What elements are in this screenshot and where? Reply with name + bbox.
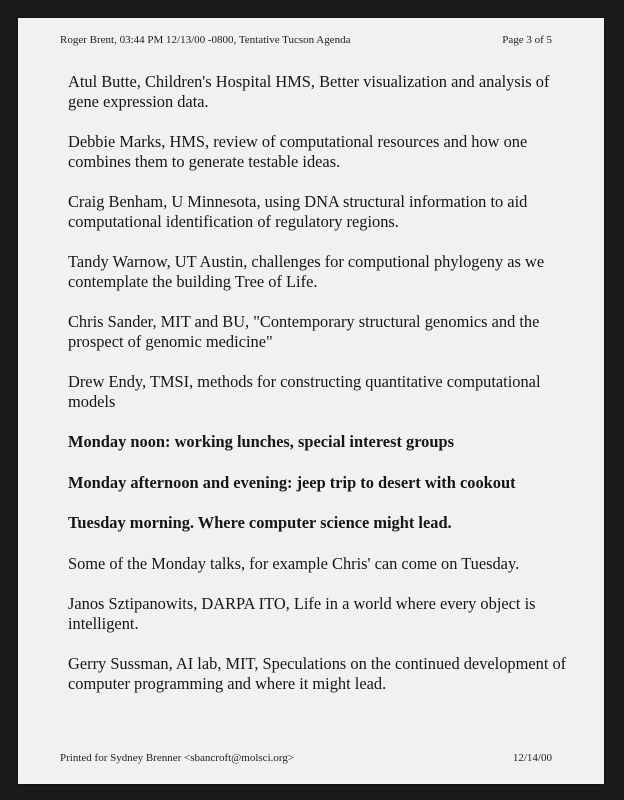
agenda-item: Atul Butte, Children's Hospital HMS, Better visualization and analysis of gene expression data. [68,72,550,111]
print-date: 12/14/00 [512,752,552,764]
agenda-section-heading: Tuesday morning. Where computer science might lead. [68,513,452,532]
agenda-item: Janos Sztipanowits, DARPA ITO, Life in a world where every object is intelligent. [68,594,536,633]
page-header [60,34,552,46]
agenda-item: Tandy Warnow, UT Austin, challenges for computional phylogeny as we contemplate the building Tree of Life. [68,252,545,291]
agenda-item: Debbie Marks, HMS, review of computational resources and how one combines them to generate testable ideas. [68,132,528,171]
agenda-body [68,72,568,714]
agenda-item: Some of the Monday talks, for example Chris' can come on Tuesday. [68,553,520,573]
document-page [18,18,604,784]
agenda-section-heading: Monday noon: working lunches, special interest groups [68,432,454,451]
agenda-section-heading: Monday afternoon and evening: jeep trip to desert with cookout [68,472,516,492]
agenda-item: Chris Sander, MIT and BU, "Contemporary structural genomics and the prospect of genomic medicine" [68,312,540,351]
page-footer [60,752,552,764]
agenda-item: Craig Benham, U Minnesota, using DNA structural information to aid computational identification of regulatory regions. [68,192,528,231]
printed-for: Printed for Sydney Brenner <sbancroft@molsci.org> [60,752,295,764]
agenda-item: Gerry Sussman, AI lab, MIT, Speculations on the continued development of computer programming and where it might lead. [68,654,567,693]
page-number: Page 3 of 5 [502,34,552,46]
agenda-item: Drew Endy, TMSI, methods for constructing quantitative computational models [68,372,541,411]
header-title: Roger Brent, 03:44 PM 12/13/00 -0800, Tentative Tucson Agenda [60,34,351,46]
